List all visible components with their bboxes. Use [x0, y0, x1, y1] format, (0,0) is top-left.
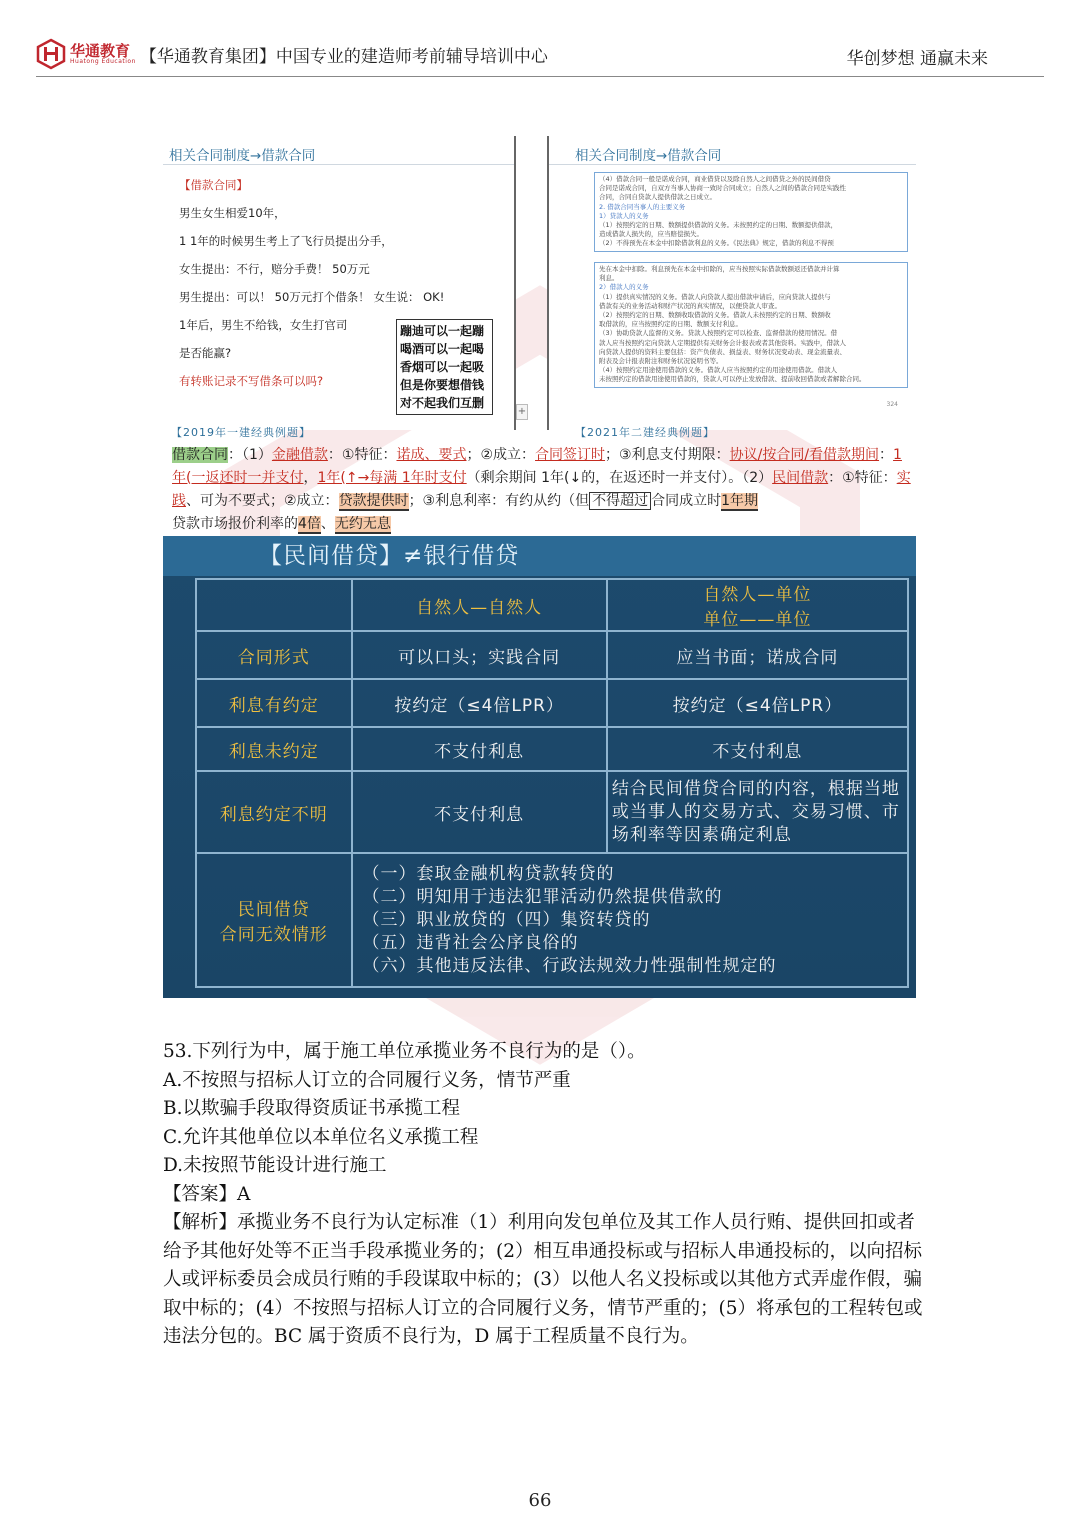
summary-key: 实践: [172, 470, 911, 509]
r-line: 2）借款人的义务: [599, 283, 649, 292]
slide-left-line: 1年后，男生不给钱，女生打官司: [179, 318, 348, 332]
r-line: 款人应当按照约定向贷款人定期提供有关财务会计报表或者其他资料。实践中，借款人: [599, 338, 846, 347]
summary-text: ；②成立：: [466, 447, 536, 463]
summary-text: ，: [303, 470, 318, 486]
question-analysis: 【解析】承揽业务不良行为认定标准（1）利用向发包单位及其工作人员行贿、提供回扣或者给予其他好处等不正当手段承揽业务的；(2）相互串通投标或与招标人串通投标的，以向招标人或评标委员会成员行贿的手段谋取中标的；(3）以他人名义投标或以其他方式弄虚作假，骗取中标的；(4）不按照与招标人订立的合同履行义务，情节严重的；(5）将承包的工程转包或违法分包的。BC 属于资质不良行为，D 属于工程质量不良行为。: [163, 1212, 923, 1347]
header-divider: [36, 76, 1044, 77]
slide-left-heading: 相关合同制度→借款合同: [169, 148, 316, 164]
table-cell: 不支付利息: [607, 727, 908, 771]
r-line: 先在本金中扣除。利息预先在本金中扣除的，应当按照实际借款数额返还借款并计算: [599, 265, 840, 273]
summary-key: 1年期: [721, 493, 759, 509]
summary-key: 金融借款: [271, 447, 328, 463]
r-line: （3）协助贷款人监督的义务。贷款人按照约定可以检查、监督借款的使用情况。借: [599, 329, 838, 338]
invalid-case: （二）明知用于违法犯罪活动仍然提供借款的: [362, 886, 723, 907]
summary-text: 、可为不要式；②成立：: [186, 493, 339, 509]
summary-key: 贷款提供时: [338, 493, 409, 509]
header-title: 【华通教育集团】中国专业的建造师考前辅导培训中心: [139, 46, 548, 67]
table-title: 【民间借贷】≠银行借贷: [163, 536, 916, 576]
r-line: 合同是诺成合同，自双方当事人协商一致时合同成立；自然人之间的借款合同是实践性: [599, 184, 846, 193]
r-line: 合同，合同自贷款人提供借款之日成立。: [599, 193, 716, 202]
summary-key: 协议/按合同/看借款期间: [729, 447, 880, 463]
table-cell: 不支付利息: [352, 727, 607, 771]
summary-key: 4倍: [298, 516, 321, 532]
question-option: C.允许其他单位以本单位名义承揽工程: [163, 1126, 479, 1148]
question-answer: 【答案】A: [163, 1183, 251, 1205]
table-row: [196, 771, 908, 853]
summary-text: 、: [320, 516, 335, 532]
comparison-grid: [195, 578, 909, 988]
table-cell: 可以口头；实践合同: [352, 631, 607, 679]
plus-icon: +: [516, 404, 528, 420]
row-label: 利息有约定: [196, 679, 352, 727]
logo-wordmark: [70, 41, 136, 65]
slide-right-box-1: [594, 172, 908, 252]
table-row: [196, 631, 908, 679]
r-line: （1）提供真实情况的义务。借款人向贷款人提出借款申请后，应向贷款人提供与: [599, 292, 831, 301]
summary-text: ：: [879, 447, 894, 463]
question-option: D.未按照节能设计进行施工: [163, 1155, 387, 1176]
r-line: （4）按照约定用途使用借款的义务。借款人应当按照约定的用途使用借款。借款人: [599, 366, 838, 375]
r-box-text: [595, 173, 907, 251]
logo-en: Huatong Education: [70, 57, 136, 65]
table-row: [196, 679, 908, 727]
table-cell: 应当书面；诺成合同: [607, 631, 908, 679]
summary-text: ：（1）: [228, 447, 272, 463]
question-stem: 53.下列行为中，属于施工单位承揽业务不良行为的是（）。: [163, 1041, 646, 1062]
r-line: 向贷款人提供的资料主要包括：资产负债表、损益表、财务状况变动表、现金流量表、: [599, 347, 846, 356]
slide-right: [547, 136, 916, 439]
slide-left-footer: 【2019年一建经典例题】: [171, 426, 311, 439]
table-cell-empty: [196, 579, 352, 631]
table-cell: 不支付利息: [352, 771, 607, 853]
summary-text: ：①特征：: [828, 470, 897, 486]
slide-right-page: 324: [886, 401, 898, 408]
slide-left-line: 男生提出：可以！ 50万元打个借条！ 女生说： OK!: [179, 290, 445, 304]
summary-key: 民间借款: [772, 470, 829, 486]
r-line: 附表及会计报表附注和财务状况说明书等。: [599, 357, 723, 366]
question-block: [163, 1038, 923, 1352]
summary-label: 借款合同: [172, 447, 228, 463]
summary-key: 1年(↑→每满 1年时支付: [317, 470, 467, 486]
table-row: [196, 579, 908, 631]
summary-text: ；③利息利率：有约从约（但: [408, 493, 590, 509]
r-line: 造成借款人损失的，应当赔偿损失。: [599, 230, 703, 239]
r-line: 取借款的，应当按照约定的日期、数额支付利息。: [599, 320, 742, 329]
invalid-label-line: 民间借贷: [237, 900, 310, 920]
question-option: A.不按照与招标人订立的合同履行义务，情节严重: [163, 1069, 571, 1091]
logo-cn: 华通教育: [70, 41, 131, 60]
summary-key: 1年(一返还时一并支付: [172, 447, 902, 486]
header-slogan: 华创梦想 通赢未来: [846, 49, 988, 69]
joke-line: 但是你要想借钱: [400, 378, 485, 392]
r-line: 借款有关的业务活动和财产状况的真实情况，以便贷款人审查。: [599, 301, 781, 310]
joke-line: 对不起我们互删: [400, 396, 485, 410]
summary-key: 诺成、要式: [396, 447, 467, 463]
slide-left-line: 是否能赢?: [179, 346, 232, 360]
summary-text: 贷款市场报价利率的: [172, 516, 298, 532]
r-box-text: [595, 263, 907, 387]
row-label: 合同形式: [196, 631, 352, 679]
summary-key: 不得超过: [589, 492, 651, 510]
r-line: 未按照约定的借款用途使用借款的，贷款人可以停止发放借款、提前收回借款或者解除合同。: [599, 375, 866, 384]
slide-left-rule: [163, 164, 514, 165]
slide-screenshots: [163, 136, 916, 439]
table-header-col1: 自然人—自然人: [352, 579, 607, 631]
table-cell: 按约定（≤4倍LPR）: [352, 679, 607, 727]
table-cell: 结合民间借贷合同的内容，根据当地或当事人的交易方式、交易习惯、市场利率等因素确定利息: [607, 771, 908, 853]
invalid-case: （六）其他违反法律、行政法规效力性强制性规定的: [362, 955, 777, 976]
slide-left-line: 女生提出：不行，赔分手费！ 50万元: [179, 262, 370, 276]
invalid-cases-cell: [352, 853, 908, 987]
joke-box: [396, 319, 493, 415]
row-label-invalid: [196, 853, 352, 987]
table-header-col2: [607, 579, 908, 631]
table-row: [196, 853, 908, 987]
page-number: 66: [528, 1490, 552, 1511]
invalid-case: （五）违背社会公序良俗的: [362, 932, 579, 953]
private-lending-table: [163, 536, 916, 998]
invalid-case: （三）职业放贷的（四）集资转贷的: [362, 909, 651, 930]
loan-contract-summary: [172, 444, 912, 536]
invalid-label-line: 合同无效情形: [219, 925, 328, 945]
r-line: （2）按照约定的日期、数额收取借款的义务。借款人未按照约定的日期、数额收: [599, 311, 831, 320]
slide-left-line: 【借款合同】: [179, 178, 248, 192]
summary-text: ；③利息支付期限：: [605, 447, 730, 463]
r-line: （1）按照约定的日期、数额提供借款的义务。未按照约定的日期、数额提供借款，: [599, 221, 838, 230]
r-line: （4）借款合同一般是诺成合同，商业借贷以及除自然人之间借贷之外的民间借贷: [599, 175, 831, 183]
col2-line: 单位——单位: [703, 610, 812, 630]
summary-text: 合同成立时: [651, 493, 722, 509]
slide-right-rule: [549, 164, 916, 165]
invalid-case: （一）套取金融机构贷款转贷的: [362, 863, 615, 884]
question-option: B.以欺骗手段取得资质证书承揽工程: [163, 1098, 460, 1119]
summary-text: ：①特征：: [327, 447, 397, 463]
r-line: 利息。: [599, 274, 619, 283]
huatong-logo-icon: [36, 39, 66, 69]
page-header: [36, 36, 1044, 72]
slide-left-line: 男生女生相爱10年，: [179, 206, 286, 220]
joke-line: 喝酒可以一起喝: [400, 342, 485, 356]
summary-text: （剩余期间 1年(↓的，在返还时一并支付）。（2）: [466, 470, 773, 486]
slide-left-line: 有转账记录不写借条可以吗?: [179, 374, 324, 388]
slide-left-line: 1 1年的时候男生考上了飞行员提出分手，: [179, 234, 393, 248]
joke-line: 蹦迪可以一起蹦: [400, 324, 485, 338]
joke-line: 香烟可以一起吸: [400, 360, 485, 374]
slide-right-footer: 【2021年二建经典例题】: [575, 426, 715, 439]
col2-line: 自然人—单位: [703, 585, 812, 605]
row-label: 利息约定不明: [196, 771, 352, 853]
slide-left: [163, 136, 516, 439]
r-line: 1）贷款人的义务: [599, 211, 649, 220]
summary-key: 无约无息: [334, 516, 391, 532]
table-row: [196, 727, 908, 771]
row-label: 利息未约定: [196, 727, 352, 771]
slide-right-box-2: [594, 262, 908, 388]
r-line: 2. 借款合同当事人的主要义务: [599, 202, 686, 211]
r-line: （2）不得预先在本金中扣除借款利息的义务。《民法典》规定，借款的利息不得预: [599, 239, 834, 248]
summary-key: 合同签订时: [535, 447, 606, 463]
slide-right-heading: 相关合同制度→借款合同: [575, 148, 722, 164]
table-cell: 按约定（≤4倍LPR）: [607, 679, 908, 727]
